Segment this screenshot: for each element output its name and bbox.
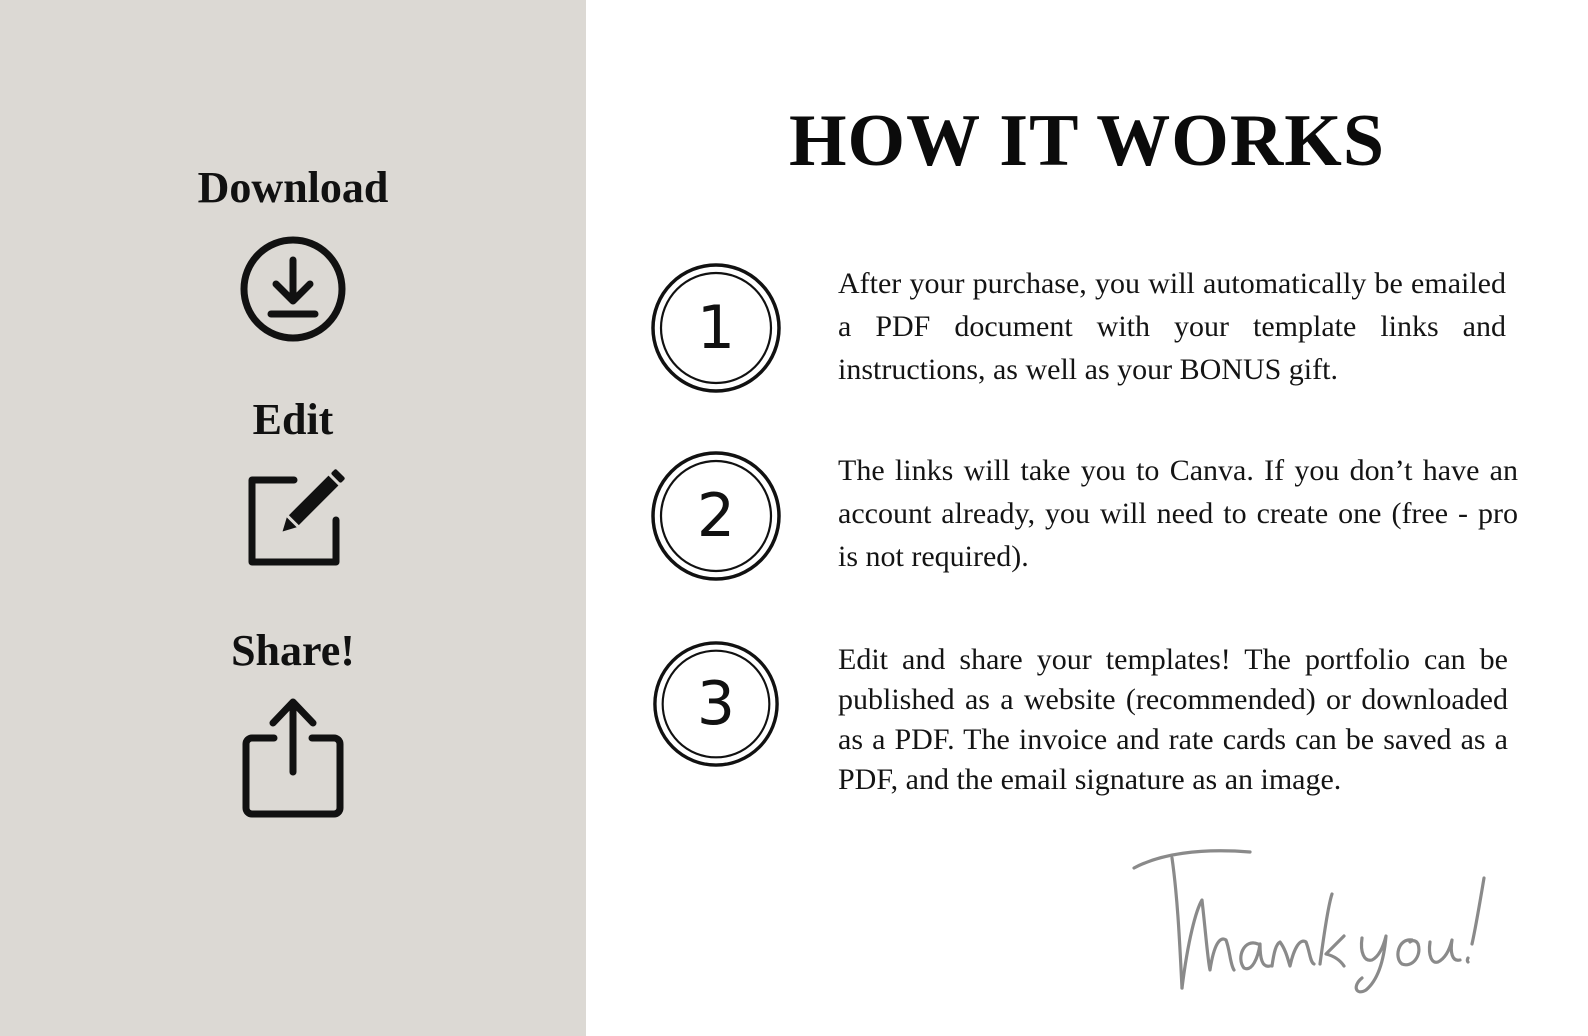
- step-description-3: Edit and share your templates! The portfolio can be published as a website (recommended) or downloaded as a PDF. The invoice and rate cards can be saved as a PDF, and the email signature as an image.: [838, 643, 1508, 796]
- step-description-2: The links will take you to Canva. If you don’t have an account already, you will need to create one (free - pro is not required).: [838, 454, 1518, 573]
- share-label: Share!: [231, 626, 355, 675]
- download-icon: [238, 234, 348, 344]
- edit-label: Edit: [252, 395, 334, 444]
- thank-you-signature: [1130, 840, 1500, 1000]
- step-number: 2: [696, 481, 736, 551]
- page-title: HOW IT WORKS: [789, 100, 1385, 182]
- signature-icon: [1130, 840, 1500, 1000]
- sidebar: [0, 0, 586, 1036]
- step-number-badge-2: [650, 450, 782, 582]
- share-icon: [240, 696, 346, 822]
- step-number-badge-1: [650, 262, 782, 394]
- step-number: 3: [696, 669, 736, 739]
- download-label: Download: [197, 163, 389, 212]
- edit-icon: [244, 466, 348, 570]
- step-number-badge-3: [652, 640, 784, 772]
- step-description-1: After your purchase, you will automatically be emailed a PDF document with your template links and instructions, as well as your BONUS gift.: [838, 267, 1506, 386]
- step-number: 1: [696, 293, 736, 363]
